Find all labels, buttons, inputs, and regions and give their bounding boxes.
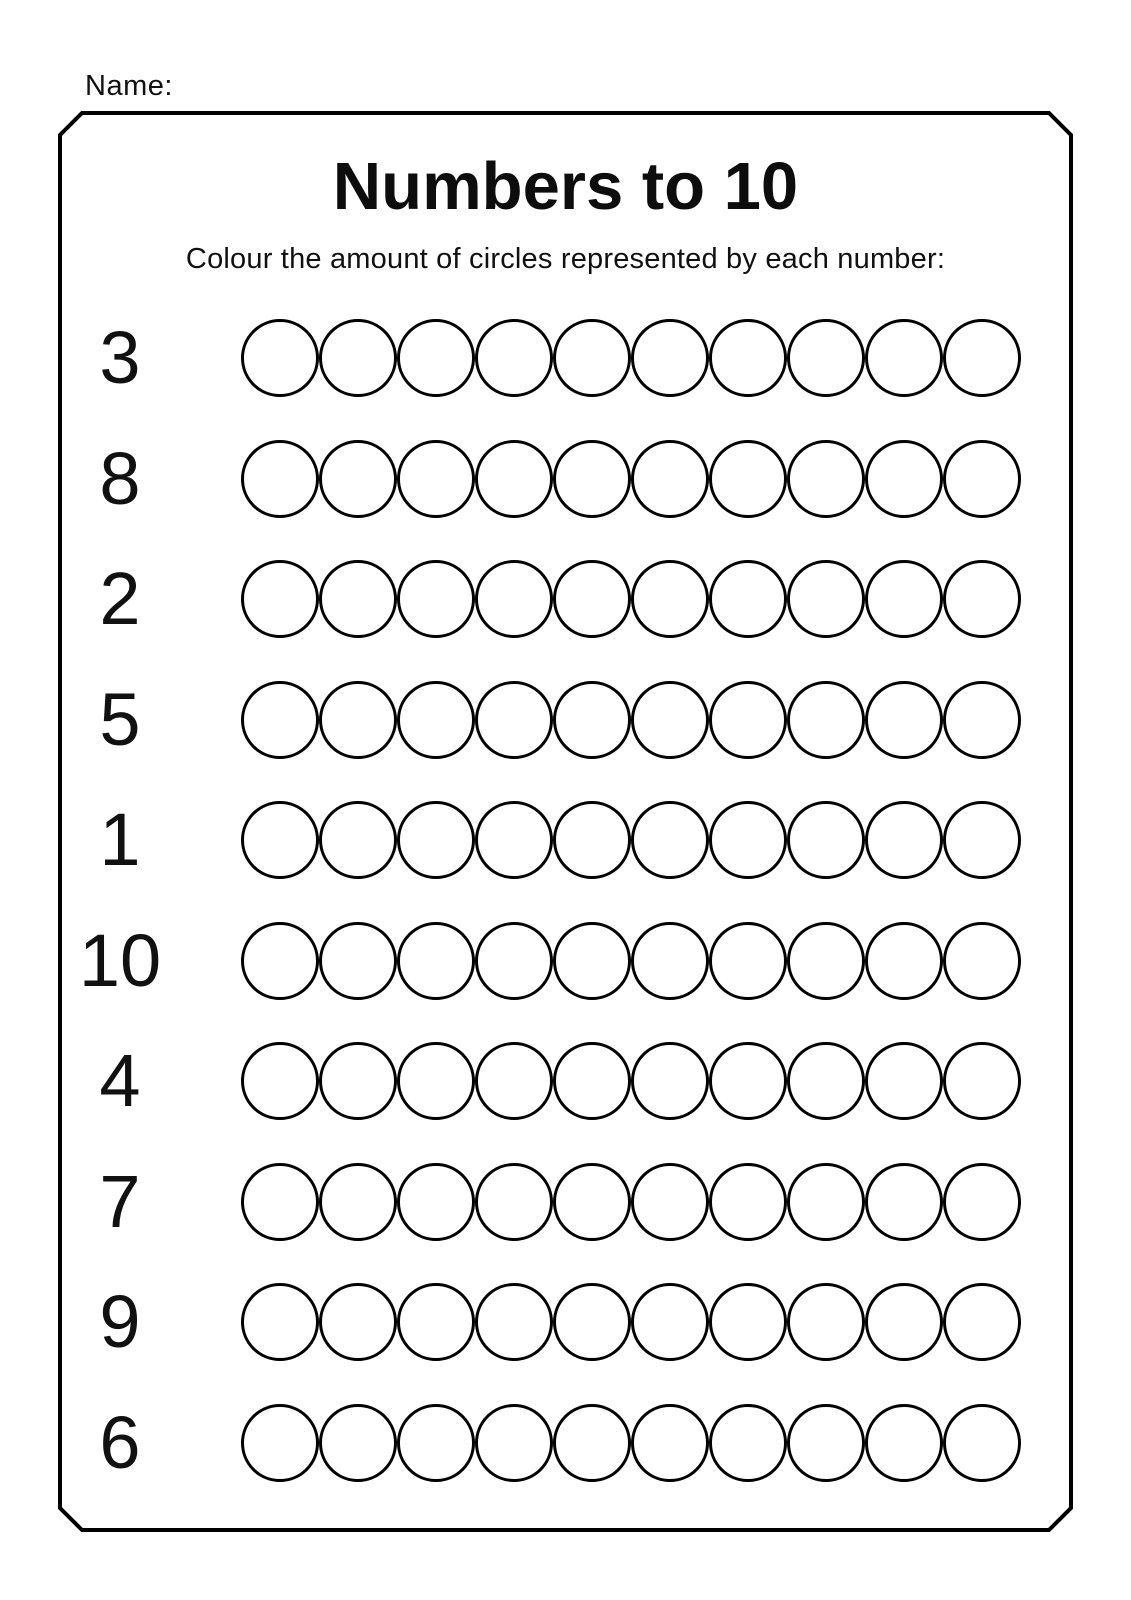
colour-circle[interactable] xyxy=(631,681,709,759)
colour-circle[interactable] xyxy=(865,440,943,518)
colour-circle[interactable] xyxy=(319,1404,397,1482)
number-row xyxy=(0,1141,1131,1262)
colour-circle[interactable] xyxy=(631,922,709,1000)
colour-circle[interactable] xyxy=(709,319,787,397)
circle-strip xyxy=(241,681,1021,759)
row-number-label: 2 xyxy=(99,557,141,640)
row-number-label: 10 xyxy=(78,918,162,1002)
colour-circle[interactable] xyxy=(319,1163,397,1241)
colour-circle[interactable] xyxy=(943,681,1021,759)
colour-circle[interactable] xyxy=(241,681,319,759)
colour-circle[interactable] xyxy=(787,681,865,759)
colour-circle[interactable] xyxy=(553,560,631,638)
colour-circle[interactable] xyxy=(319,560,397,638)
colour-circle[interactable] xyxy=(709,1283,787,1361)
row-number-label: 5 xyxy=(99,677,141,761)
circle-strip xyxy=(241,801,1021,879)
colour-circle[interactable] xyxy=(865,1283,943,1361)
number-row xyxy=(0,1021,1131,1142)
colour-circle[interactable] xyxy=(553,801,631,879)
row-number-label: 1 xyxy=(99,798,141,881)
colour-circle[interactable] xyxy=(631,801,709,879)
colour-circle[interactable] xyxy=(553,1042,631,1120)
colour-circle[interactable] xyxy=(553,1404,631,1482)
colour-circle[interactable] xyxy=(865,922,943,1000)
colour-circle[interactable] xyxy=(553,681,631,759)
circle-strip xyxy=(241,922,1021,1000)
colour-circle[interactable] xyxy=(397,922,475,1000)
colour-circle[interactable] xyxy=(787,440,865,518)
colour-circle[interactable] xyxy=(631,560,709,638)
colour-circle[interactable] xyxy=(865,801,943,879)
colour-circle[interactable] xyxy=(943,560,1021,638)
number-row xyxy=(0,1382,1131,1503)
colour-circle[interactable] xyxy=(241,440,319,518)
colour-circle[interactable] xyxy=(865,319,943,397)
colour-circle[interactable] xyxy=(397,1163,475,1241)
colour-circle[interactable] xyxy=(475,1163,553,1241)
colour-circle[interactable] xyxy=(709,922,787,1000)
colour-circle[interactable] xyxy=(787,801,865,879)
colour-circle[interactable] xyxy=(631,1163,709,1241)
colour-circle[interactable] xyxy=(709,1163,787,1241)
colour-circle[interactable] xyxy=(397,560,475,638)
number-row xyxy=(0,298,1131,419)
colour-circle[interactable] xyxy=(553,440,631,518)
row-number-label: 9 xyxy=(99,1280,141,1363)
colour-circle[interactable] xyxy=(709,1404,787,1482)
number-row xyxy=(0,418,1131,539)
colour-circle[interactable] xyxy=(787,319,865,397)
circle-strip xyxy=(241,319,1021,397)
row-number-label: 8 xyxy=(99,436,141,520)
number-row xyxy=(0,1262,1131,1383)
number-row xyxy=(0,900,1131,1021)
colour-circle[interactable] xyxy=(943,319,1021,397)
colour-circle[interactable] xyxy=(865,1042,943,1120)
colour-circle[interactable] xyxy=(241,801,319,879)
colour-circle[interactable] xyxy=(319,319,397,397)
colour-circle[interactable] xyxy=(865,560,943,638)
row-number-label: 6 xyxy=(99,1400,141,1484)
colour-circle[interactable] xyxy=(865,1163,943,1241)
colour-circle[interactable] xyxy=(787,1163,865,1241)
colour-circle[interactable] xyxy=(553,1283,631,1361)
colour-circle[interactable] xyxy=(475,681,553,759)
row-number-label: 4 xyxy=(99,1039,141,1122)
colour-circle[interactable] xyxy=(943,440,1021,518)
worksheet-instruction: Colour the amount of circles represented by each number: xyxy=(185,243,946,275)
circle-strip xyxy=(241,440,1021,518)
name-label: Name: xyxy=(85,70,173,102)
circle-strip xyxy=(241,1404,1021,1482)
colour-circle[interactable] xyxy=(475,922,553,1000)
colour-circle[interactable] xyxy=(709,440,787,518)
number-row xyxy=(0,539,1131,660)
colour-circle[interactable] xyxy=(475,801,553,879)
colour-circle[interactable] xyxy=(631,319,709,397)
colour-circle[interactable] xyxy=(397,440,475,518)
colour-circle[interactable] xyxy=(709,801,787,879)
worksheet-title: Numbers to 10 xyxy=(332,149,799,224)
colour-circle[interactable] xyxy=(475,560,553,638)
row-number-label: 7 xyxy=(99,1159,141,1243)
colour-circle[interactable] xyxy=(709,1042,787,1120)
colour-circle[interactable] xyxy=(787,1042,865,1120)
colour-circle[interactable] xyxy=(475,319,553,397)
colour-circle[interactable] xyxy=(319,922,397,1000)
colour-circle[interactable] xyxy=(787,922,865,1000)
circle-strip xyxy=(241,1163,1021,1241)
colour-circle[interactable] xyxy=(865,1404,943,1482)
colour-circle[interactable] xyxy=(943,1163,1021,1241)
colour-circle[interactable] xyxy=(631,1404,709,1482)
colour-circle[interactable] xyxy=(241,1404,319,1482)
colour-circle[interactable] xyxy=(319,440,397,518)
colour-circle[interactable] xyxy=(241,1163,319,1241)
colour-circle[interactable] xyxy=(319,681,397,759)
colour-circle[interactable] xyxy=(241,319,319,397)
colour-circle[interactable] xyxy=(787,560,865,638)
colour-circle[interactable] xyxy=(397,1404,475,1482)
colour-circle[interactable] xyxy=(475,1042,553,1120)
circle-strip xyxy=(241,1042,1021,1120)
colour-circle[interactable] xyxy=(943,1042,1021,1120)
colour-circle[interactable] xyxy=(709,681,787,759)
colour-circle[interactable] xyxy=(943,1283,1021,1361)
colour-circle[interactable] xyxy=(943,801,1021,879)
colour-circle[interactable] xyxy=(397,1042,475,1120)
colour-circle[interactable] xyxy=(631,1283,709,1361)
colour-circle[interactable] xyxy=(241,1042,319,1120)
number-row xyxy=(0,780,1131,901)
colour-circle[interactable] xyxy=(865,681,943,759)
colour-circle[interactable] xyxy=(787,1404,865,1482)
colour-circle[interactable] xyxy=(319,1042,397,1120)
colour-circle[interactable] xyxy=(553,1163,631,1241)
colour-circle[interactable] xyxy=(397,801,475,879)
colour-circle[interactable] xyxy=(397,1283,475,1361)
colour-circle[interactable] xyxy=(943,922,1021,1000)
circle-strip xyxy=(241,560,1021,638)
colour-circle[interactable] xyxy=(397,681,475,759)
colour-circle[interactable] xyxy=(631,1042,709,1120)
colour-circle[interactable] xyxy=(319,801,397,879)
number-row xyxy=(0,659,1131,780)
colour-circle[interactable] xyxy=(241,922,319,1000)
colour-circle[interactable] xyxy=(709,560,787,638)
colour-circle[interactable] xyxy=(787,1283,865,1361)
colour-circle[interactable] xyxy=(553,922,631,1000)
colour-circle[interactable] xyxy=(241,560,319,638)
colour-circle[interactable] xyxy=(319,1283,397,1361)
colour-circle[interactable] xyxy=(241,1283,319,1361)
circle-strip xyxy=(241,1283,1021,1361)
colour-circle[interactable] xyxy=(397,319,475,397)
colour-circle[interactable] xyxy=(475,1283,553,1361)
colour-circle[interactable] xyxy=(553,319,631,397)
colour-circle[interactable] xyxy=(631,440,709,518)
colour-circle[interactable] xyxy=(475,440,553,518)
row-number-label: 3 xyxy=(99,316,141,399)
colour-circle[interactable] xyxy=(475,1404,553,1482)
colour-circle[interactable] xyxy=(943,1404,1021,1482)
